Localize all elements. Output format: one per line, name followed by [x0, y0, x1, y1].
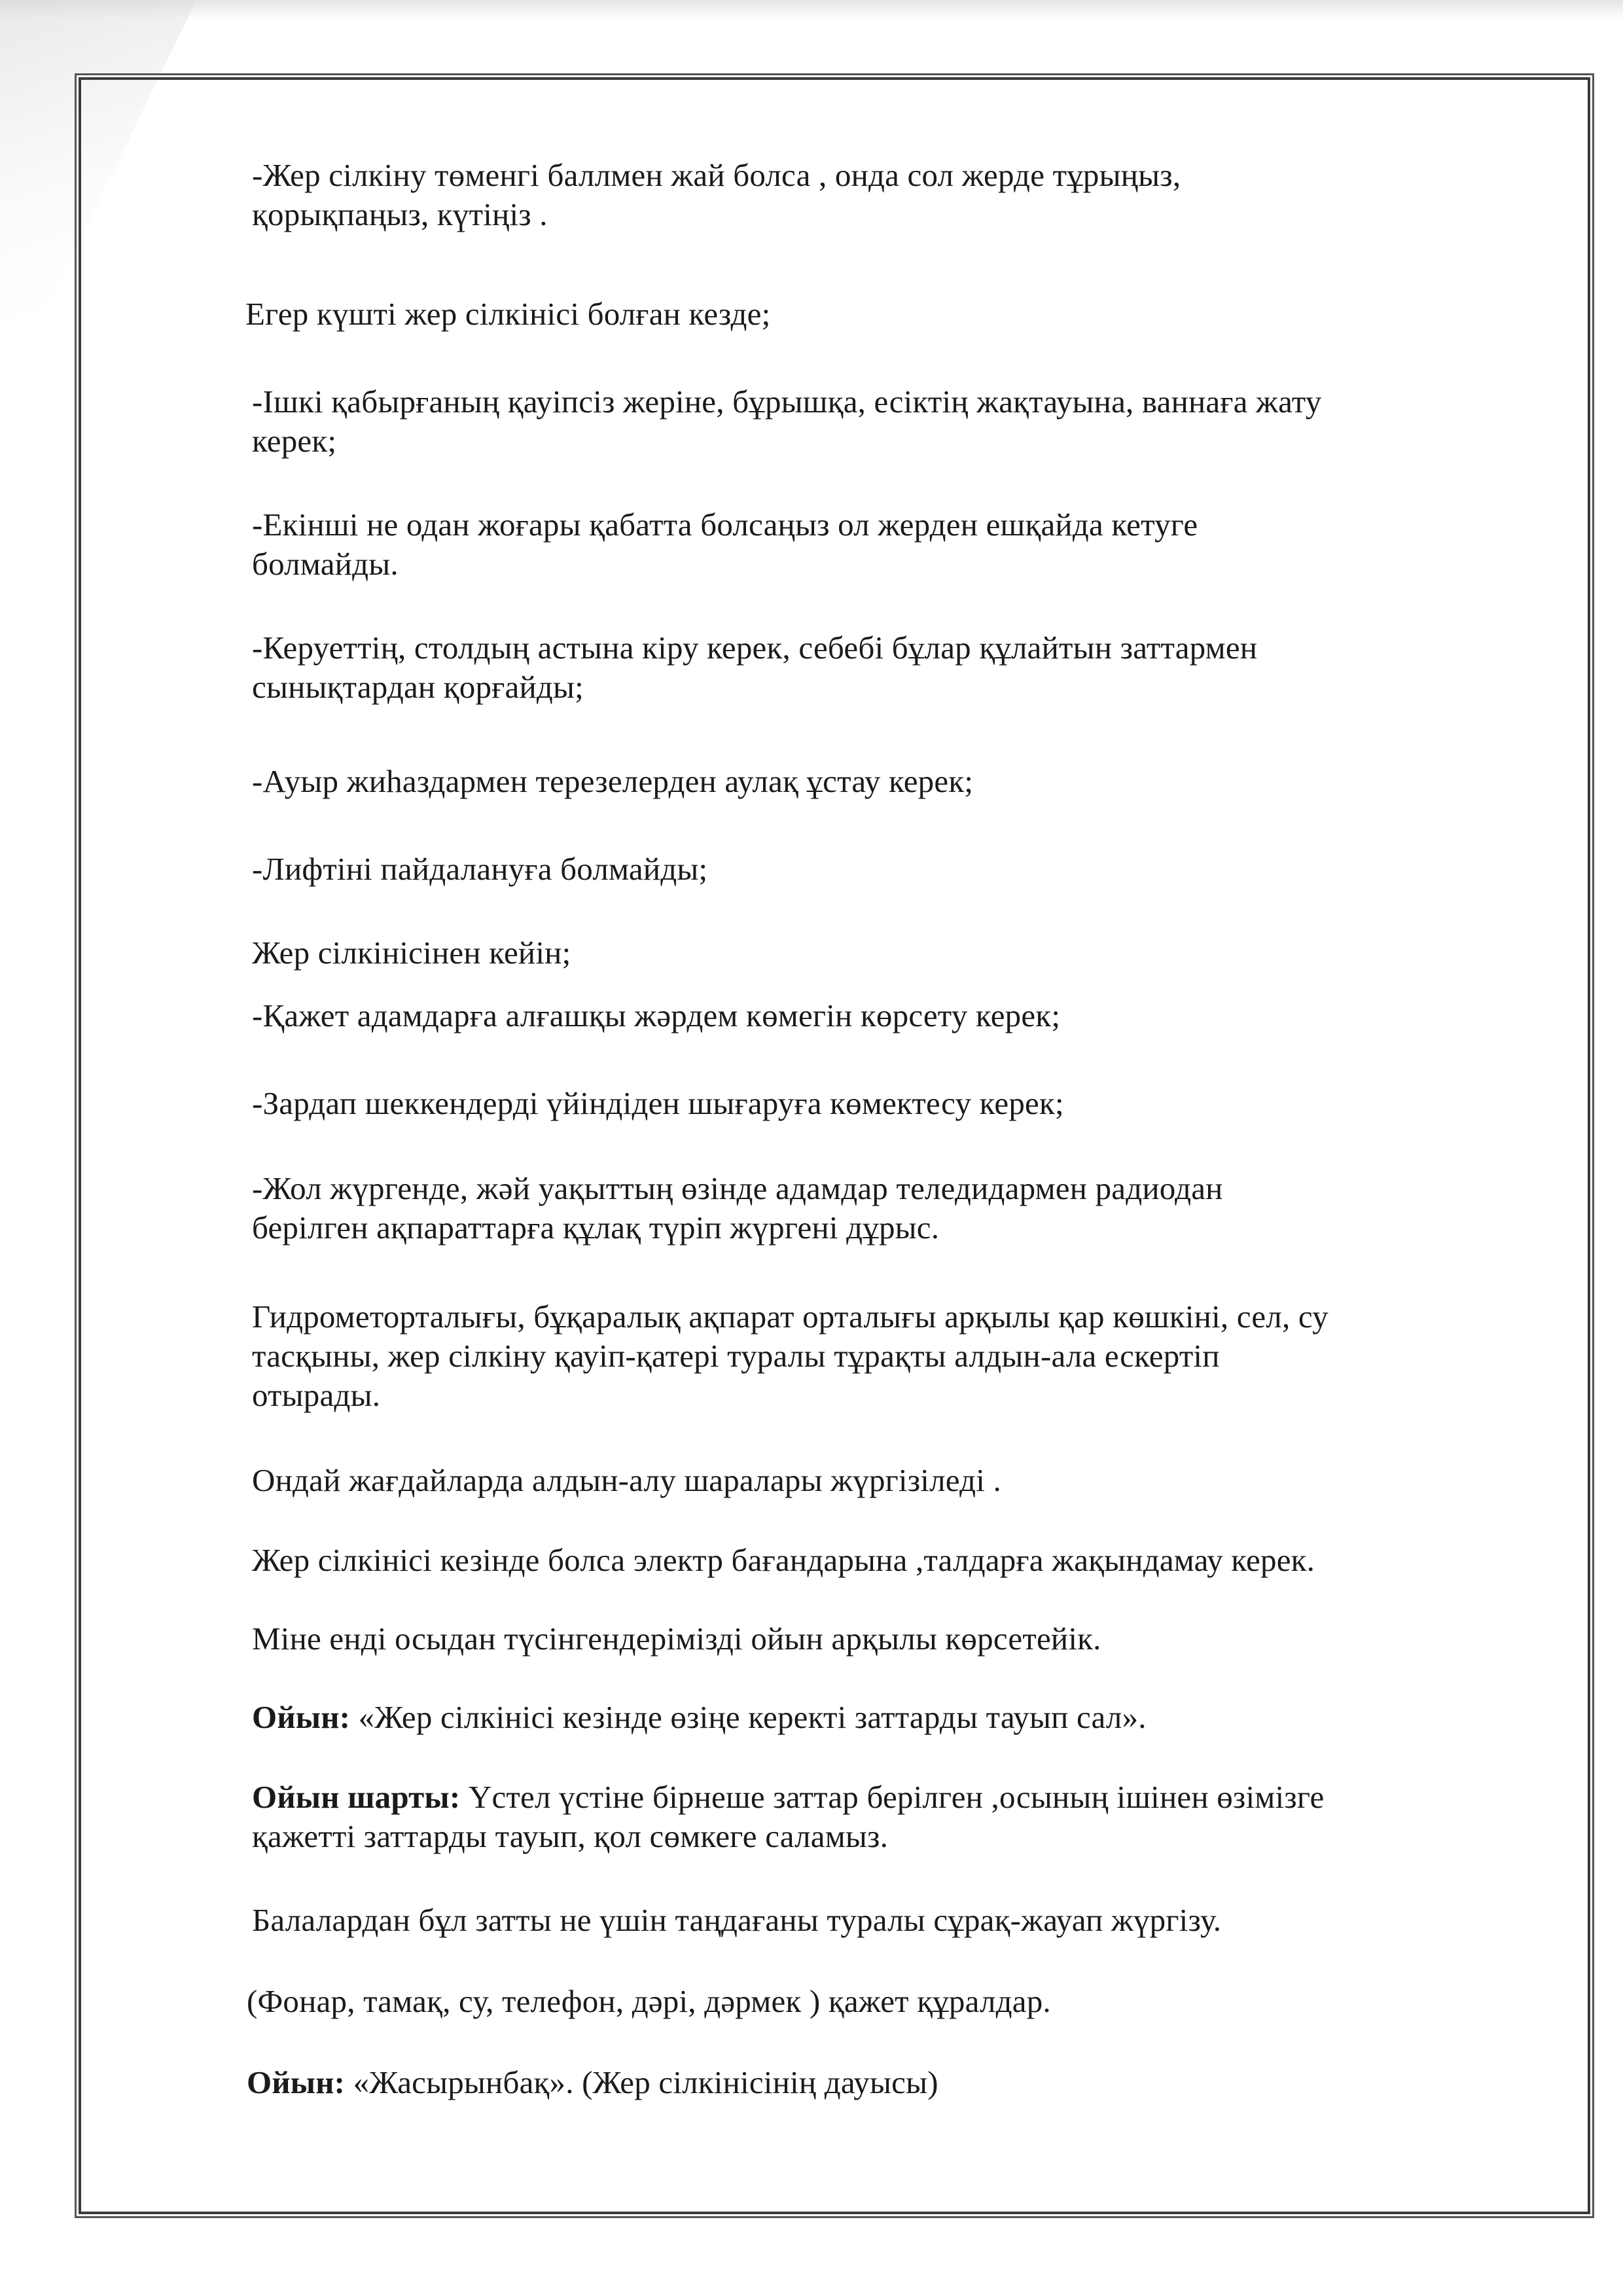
paragraph-7: -Лифтіні пайдалануға болмайды; [252, 851, 708, 887]
paragraph-3: -Ішкі қабырғаның қауіпсіз жеріне, бұрышқа, есіктің жақтауына, ваннаға жату керек; [252, 384, 1322, 459]
game-label: Ойын: [247, 2064, 346, 2100]
paragraph-18: Балалардан бұл затты не үшін таңдағаны туралы сұрақ-жауап жүргізу. [252, 1902, 1222, 1938]
game-rules-label: Ойын шарты: [252, 1779, 461, 1815]
paragraph-20: Ойын: «Жасырынбақ». (Жер сілкінісінің дауысы) [247, 2064, 938, 2100]
paragraph-8: Жер сілкінісінен кейін; [252, 935, 571, 971]
paragraph-12: Гидрометорталығы, бұқаралық ақпарат орталығы арқылы қар көшкіні, сел, су тасқыны, жер сілкіну қауіп-қатері туралы тұрақты алдын-ала ескертіп отырады. [252, 1299, 1329, 1413]
paragraph-9: -Қажет адамдарға алғашқы жәрдем көмегін көрсету керек; [252, 997, 1061, 1033]
paragraph-4: -Екінші не одан жоғары қабатта болсаңыз ол жерден ешқайда кетуге болмайды. [252, 507, 1198, 582]
paragraph-15: Міне енді осыдан түсінгендерімізді ойын арқылы көрсетейік. [252, 1621, 1101, 1657]
paragraph-1: -Жер сілкіну төменгі баллмен жай болса , онда сол жерде тұрыңыз, қорықпаңыз, күтіңіз . [252, 157, 1181, 232]
paragraph-6: -Ауыр жиһаздармен терезелерден аулақ ұстау керек; [252, 763, 974, 799]
scan-edge [0, 0, 1623, 20]
paragraph-17: Ойын шарты: Үстел үстіне бірнеше заттар берілген ,осының ішінен өзімізге қажетті заттарды тауып, қол сөмкеге саламыз. [252, 1779, 1325, 1854]
paragraph-13: Ондай жағдайларда алдын-алу шаралары жүргізіледі . [252, 1462, 1001, 1498]
game-label: Ойын: [252, 1699, 351, 1735]
paragraph-11: -Жол жүргенде, жәй уақыттың өзінде адамдар теледидармен радиодан берілген ақпараттарға құлақ түріп жүргені дұрыс. [252, 1170, 1223, 1246]
paragraph-10: -Зардап шеккендерді үйіндіден шығаруға көмектесу керек; [252, 1085, 1064, 1121]
paragraph-5: -Керуеттің, столдың астына кіру керек, себебі бұлар құлайтын заттармен сынықтардан қорғайды; [252, 630, 1258, 705]
paragraph-16: Ойын: «Жер сілкінісі кезінде өзіңе керекті заттарды тауып сал». [252, 1699, 1147, 1735]
paragraph-19: (Фонар, тамақ, су, телефон, дәрі, дәрмек ) қажет құралдар. [247, 1983, 1051, 2019]
paragraph-2: Егер күшті жер сілкінісі болған кезде; [245, 296, 771, 332]
paragraph-14: Жер сілкінісі кезінде болса электр бағандарына ,талдарға жақындамау керек. [252, 1542, 1315, 1578]
